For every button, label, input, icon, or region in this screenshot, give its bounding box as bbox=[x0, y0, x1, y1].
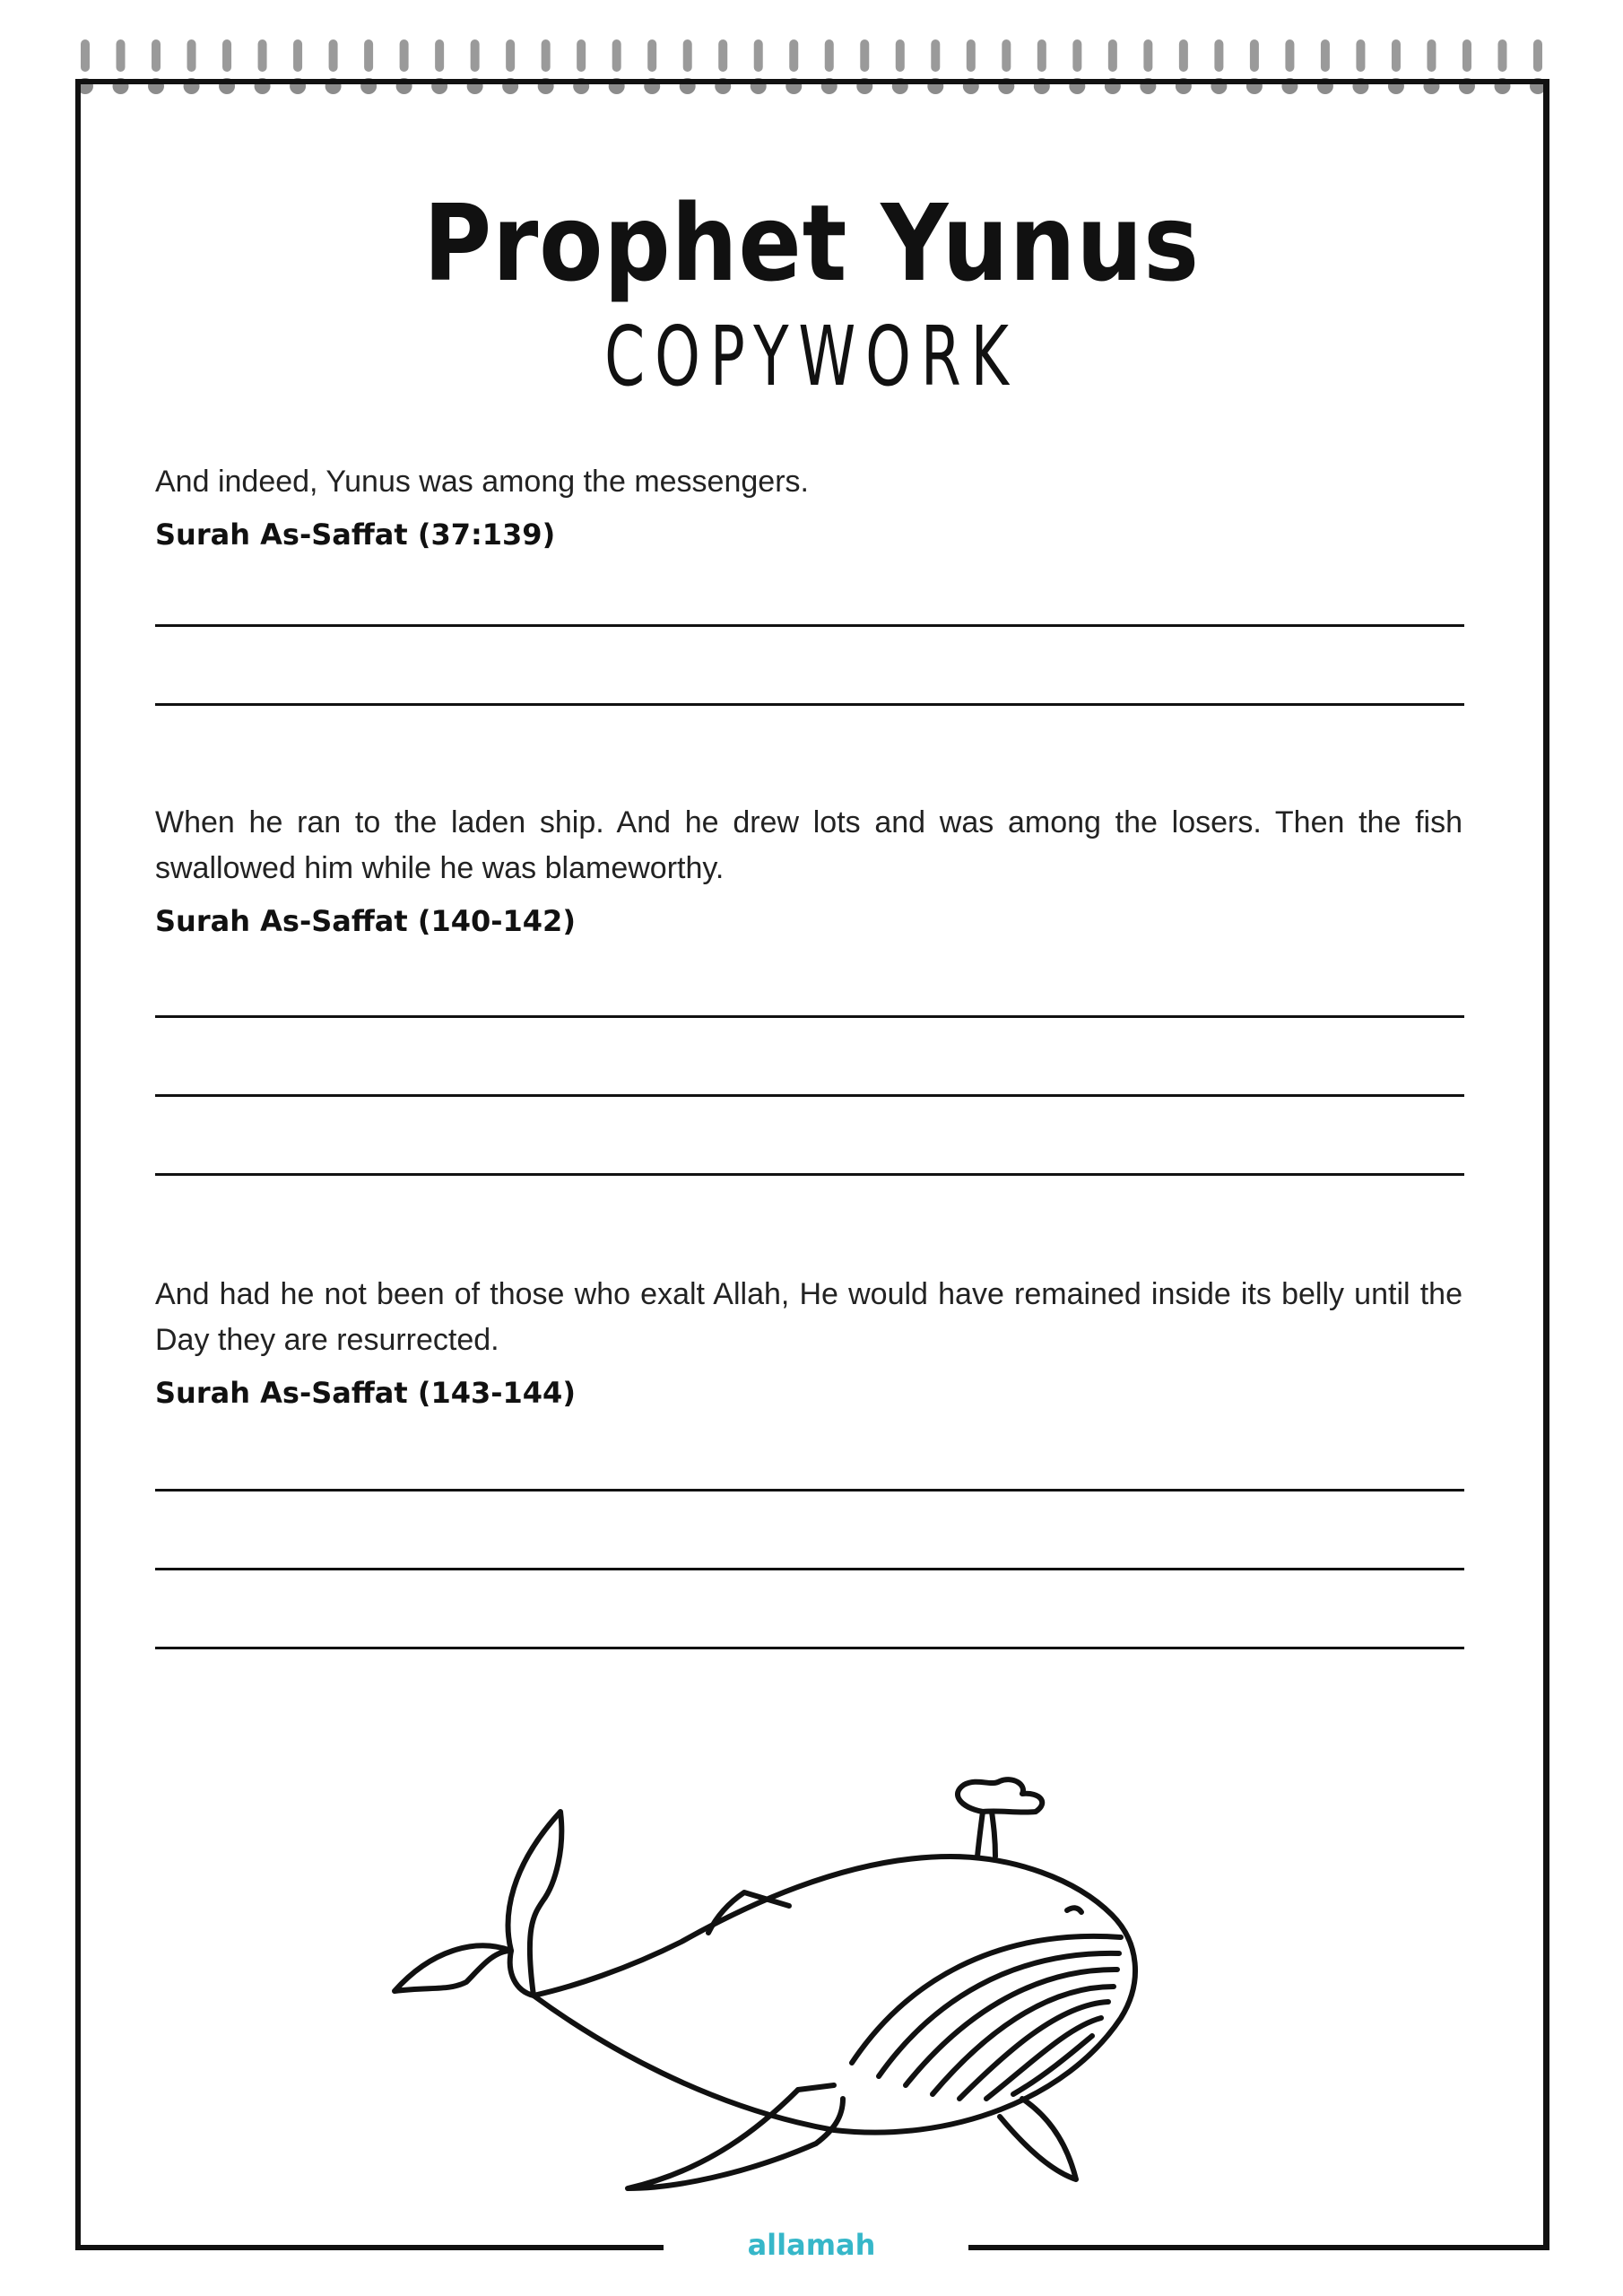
copywork-section-3 bbox=[155, 1272, 1462, 1410]
copywork-section-2 bbox=[155, 800, 1462, 938]
verse-reference: Surah As-Saffat (140-142) bbox=[155, 904, 576, 938]
writing-line[interactable] bbox=[155, 1489, 1464, 1492]
writing-line[interactable] bbox=[155, 703, 1464, 706]
verse-reference: Surah As-Saffat (37:139) bbox=[155, 517, 556, 552]
writing-line[interactable] bbox=[155, 1094, 1464, 1097]
writing-line[interactable] bbox=[155, 1173, 1464, 1176]
verse-text: And indeed, Yunus was among the messengers. bbox=[155, 465, 809, 499]
whale-icon bbox=[332, 1722, 1228, 2206]
writing-line[interactable] bbox=[155, 1015, 1464, 1018]
page-subtitle: COPYWORK bbox=[604, 309, 1019, 404]
writing-line[interactable] bbox=[155, 1647, 1464, 1649]
verse-reference: Surah As-Saffat (143-144) bbox=[155, 1376, 576, 1410]
page-title: Prophet Yunus bbox=[423, 181, 1200, 305]
brand-logo: allamah bbox=[747, 2228, 876, 2262]
verse-text: And had he not been of those who exalt Allah, He would have remained inside its belly until the Day they are resurrected. bbox=[155, 1277, 1462, 1357]
writing-line[interactable] bbox=[155, 624, 1464, 627]
copywork-section-1 bbox=[155, 459, 1462, 552]
writing-line[interactable] bbox=[155, 1568, 1464, 1570]
verse-text: When he ran to the laden ship. And he drew lots and was among the losers. Then the fish swallowed him while he was blameworthy. bbox=[155, 805, 1462, 885]
